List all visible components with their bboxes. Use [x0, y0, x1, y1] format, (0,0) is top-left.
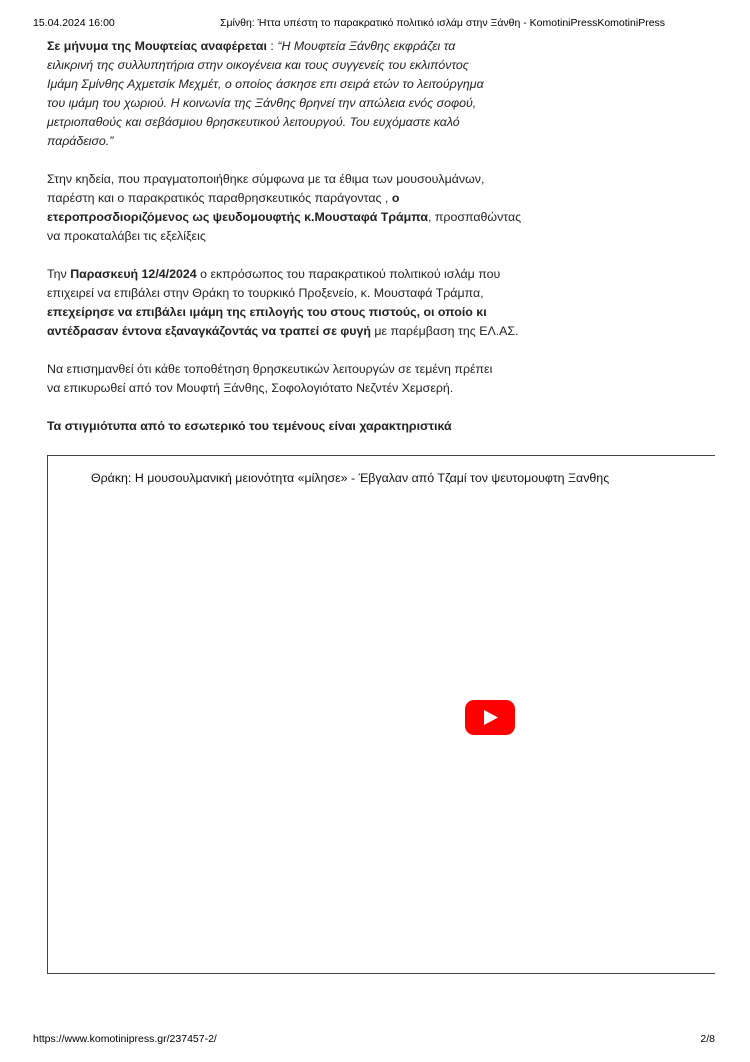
quote-line: παράδεισο.”	[47, 134, 114, 148]
highlighted-text: ετεροπροσδιοριζόμενος ως ψευδομουφτής κ.Μουσταφά Τράμπα	[47, 210, 428, 224]
funeral-paragraph: Στην κηδεία, που πραγματοποιήθηκε σύμφωνα με τα έθιμα των μουσουλμάνων, παρέστη και ο παρακρατικός παραθρησκευτικός παράγοντας , ο ετεροπροσδιοριζόμενος ως ψευδομουφτής κ.Μουσταφά Τράμπα, προσπαθώντας να προκαταλάβει τις εξελίξεις	[47, 172, 522, 243]
quote-line: του ιμάμη του χωριού. Η κοινωνία της Ξάνθης θρηνεί την απώλεια ενός σοφού,	[47, 96, 477, 110]
highlighted-text: αντέδρασαν έντονα εξαναγκάζοντάς να τραπεί σε φυγή	[47, 324, 371, 338]
print-header	[33, 17, 717, 31]
print-date: 15.04.2024 16:00	[33, 17, 115, 29]
quote-line: μετριοπαθούς και σεβάσμιου θρησκευτικού λειτουργού. Του ευχόμαστε καλό	[47, 115, 460, 129]
mufti-statement-paragraph: Σε μήνυμα της Μουφτείας αναφέρεται : “Η Μουφτεία Ξάνθης εκφράζει τα ειλικρινή της συλλυπητήρια στην οικογένεια και τους συγγενείς του εκλιπόντος Ιμάμη Σμίνθης Αχμετσίκ Μεχμέτ, ο οποίος άσκησε επι σειρά ετών το λειτούργημα του ιμάμη του χωριού. Η κοινωνία της Ξάνθης θρηνεί την απώλεια ενός σοφού, μετριοπαθούς και σεβάσμιου θρησκευτικού λειτουργού. Του ευχόμαστε καλό παράδεισο.”	[47, 37, 512, 151]
play-button[interactable]	[465, 700, 515, 735]
quote-line: ειλικρινή της συλλυπητήρια στην οικογένεια και τους συγγενείς του εκλιπόντος	[47, 58, 469, 72]
highlighted-text: επεχείρησε να επιβάλει ιμάμη της επιλογής του στους πιστούς, οι οποίο κι	[47, 305, 487, 319]
article-body	[47, 37, 522, 455]
page-number: 2/8	[700, 1033, 715, 1045]
video-embed[interactable]	[47, 455, 715, 974]
friday-event-paragraph: Την Παρασκευή 12/4/2024 ο εκπρόσωπος του παρακρατικού πολιτικού ισλάμ που επιχειρεί να επιβάλει στην Θράκη το τουρκικό Προξενείο, κ. Μουσταφά Τράμπα, επεχείρησε να επιβάλει ιμάμη της επιλογής του στους πιστούς, οι οποίο κι αντέδρασαν έντονα εξαναγκάζοντάς να τραπεί σε φυγή με παρέμβαση της ΕΛ.ΑΣ.	[47, 267, 519, 338]
print-url: https://www.komotinipress.gr/237457-2/	[33, 1033, 217, 1045]
quote-line: Ιμάμη Σμίνθης Αχμετσίκ Μεχμέτ, ο οποίος άσκησε επι σειρά ετών το λειτούργημα	[47, 77, 484, 91]
video-intro-text: Τα στιγμιότυπα από το εσωτερικό του τεμένους είναι χαρακτηριστικά	[47, 419, 452, 433]
video-title[interactable]: Θράκη: Η μουσουλμανική μειονότητα «μίλησε» - Έβγαλαν από Τζαμί τον ψευτομουφτη Ξανθης	[91, 471, 610, 485]
event-date: Παρασκευή 12/4/2024	[70, 267, 197, 281]
print-footer	[33, 1033, 717, 1047]
print-page-title: Σμίνθη: Ήττα υπέστη το παρακρατικό πολιτικό ισλάμ στην Ξάνθη - KomotiniPressKomotiniPress	[220, 17, 666, 29]
youtube-play-icon[interactable]	[465, 700, 515, 735]
statement-lead: Σε μήνυμα της Μουφτείας αναφέρεται	[47, 39, 267, 53]
note-paragraph: Να επισημανθεί ότι κάθε τοποθέτηση θρησκευτικών λειτουργών σε τεμένη πρέπει να επικυρωθεί από τον Μουφτή Ξάνθης, Σοφολογιότατο Νεζντέν Χεμσερή.	[47, 362, 493, 395]
video-intro-paragraph	[47, 417, 512, 436]
